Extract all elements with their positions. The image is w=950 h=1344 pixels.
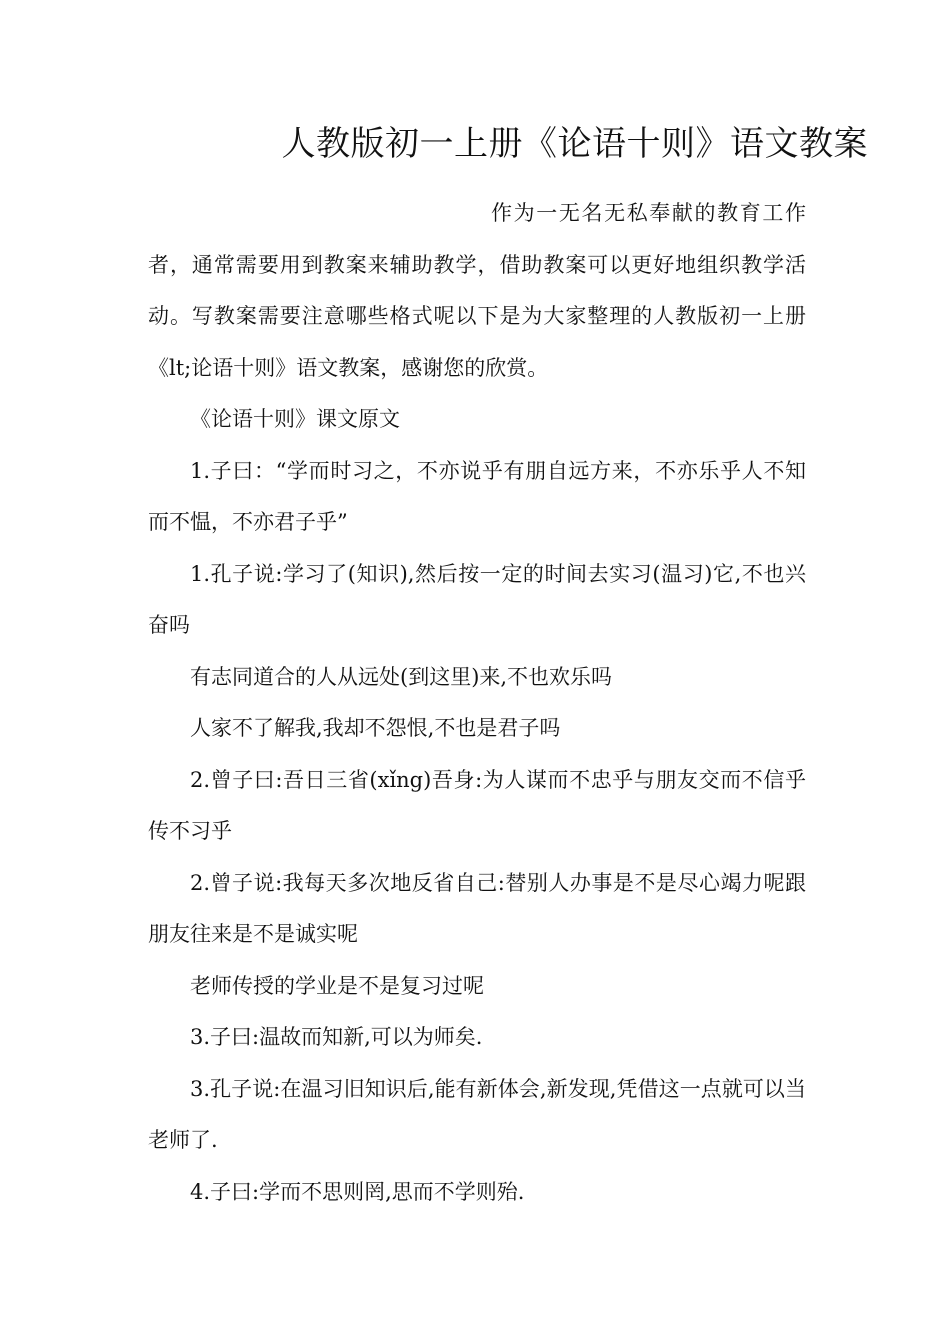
document-title: 人教版初一上册《论语十则》语文教案 [281,124,868,164]
document-body [148,188,806,1218]
paragraph-3-translation: 3.孔子说:在温习旧知识后,能有新体会,新发现,凭借这一点就可以当老师了. [148,1076,806,1152]
paragraph-2-translation-b: 老师传授的学业是不是复习过呢 [190,973,484,998]
section-heading-original-text: 《论语十则》课文原文 [190,407,400,431]
paragraph-1-translation-c: 人家不了解我,我却不怨恨,不也是君子吗 [190,716,561,740]
paragraph-4-original: 4.子曰:学而不思则罔,思而不学则殆. [190,1179,525,1204]
paragraph-1-translation-b: 有志同道合的人从远处(到这里)来,不也欢乐吗 [190,664,613,689]
paragraph-3-original: 3.子曰:温故而知新,可以为师矣. [190,1025,483,1049]
paragraph-2-translation-a: 2.曾子说:我每天多次地反省自己:替别人办事是不是尽心竭力呢跟朋友往来是不是诚实呢 [148,870,806,946]
paragraph-2-original: 2.曾子曰:吾日三省(xǐng)吾身:为人谋而不忠乎与朋友交而不信乎传不习乎 [148,767,806,843]
paragraph-1-translation-a: 1.孔子说:学习了(知识),然后按一定的时间去实习(温习)它,不也兴奋吗 [148,561,806,637]
intro-paragraph: 作为一无名无私奉献的教育工作者，通常需要用到教案来辅助教学，借助教案可以更好地组织教学活动。写教案需要注意哪些格式呢以下是为大家整理的人教版初一上册《lt;论语十则》语文教案，感谢您的欣赏。 [148,201,806,380]
paragraph-1-original: 1.子曰：“学而时习之，不亦说乎有朋自远方来，不亦乐乎人不知而不愠，不亦君子乎” [148,458,806,534]
